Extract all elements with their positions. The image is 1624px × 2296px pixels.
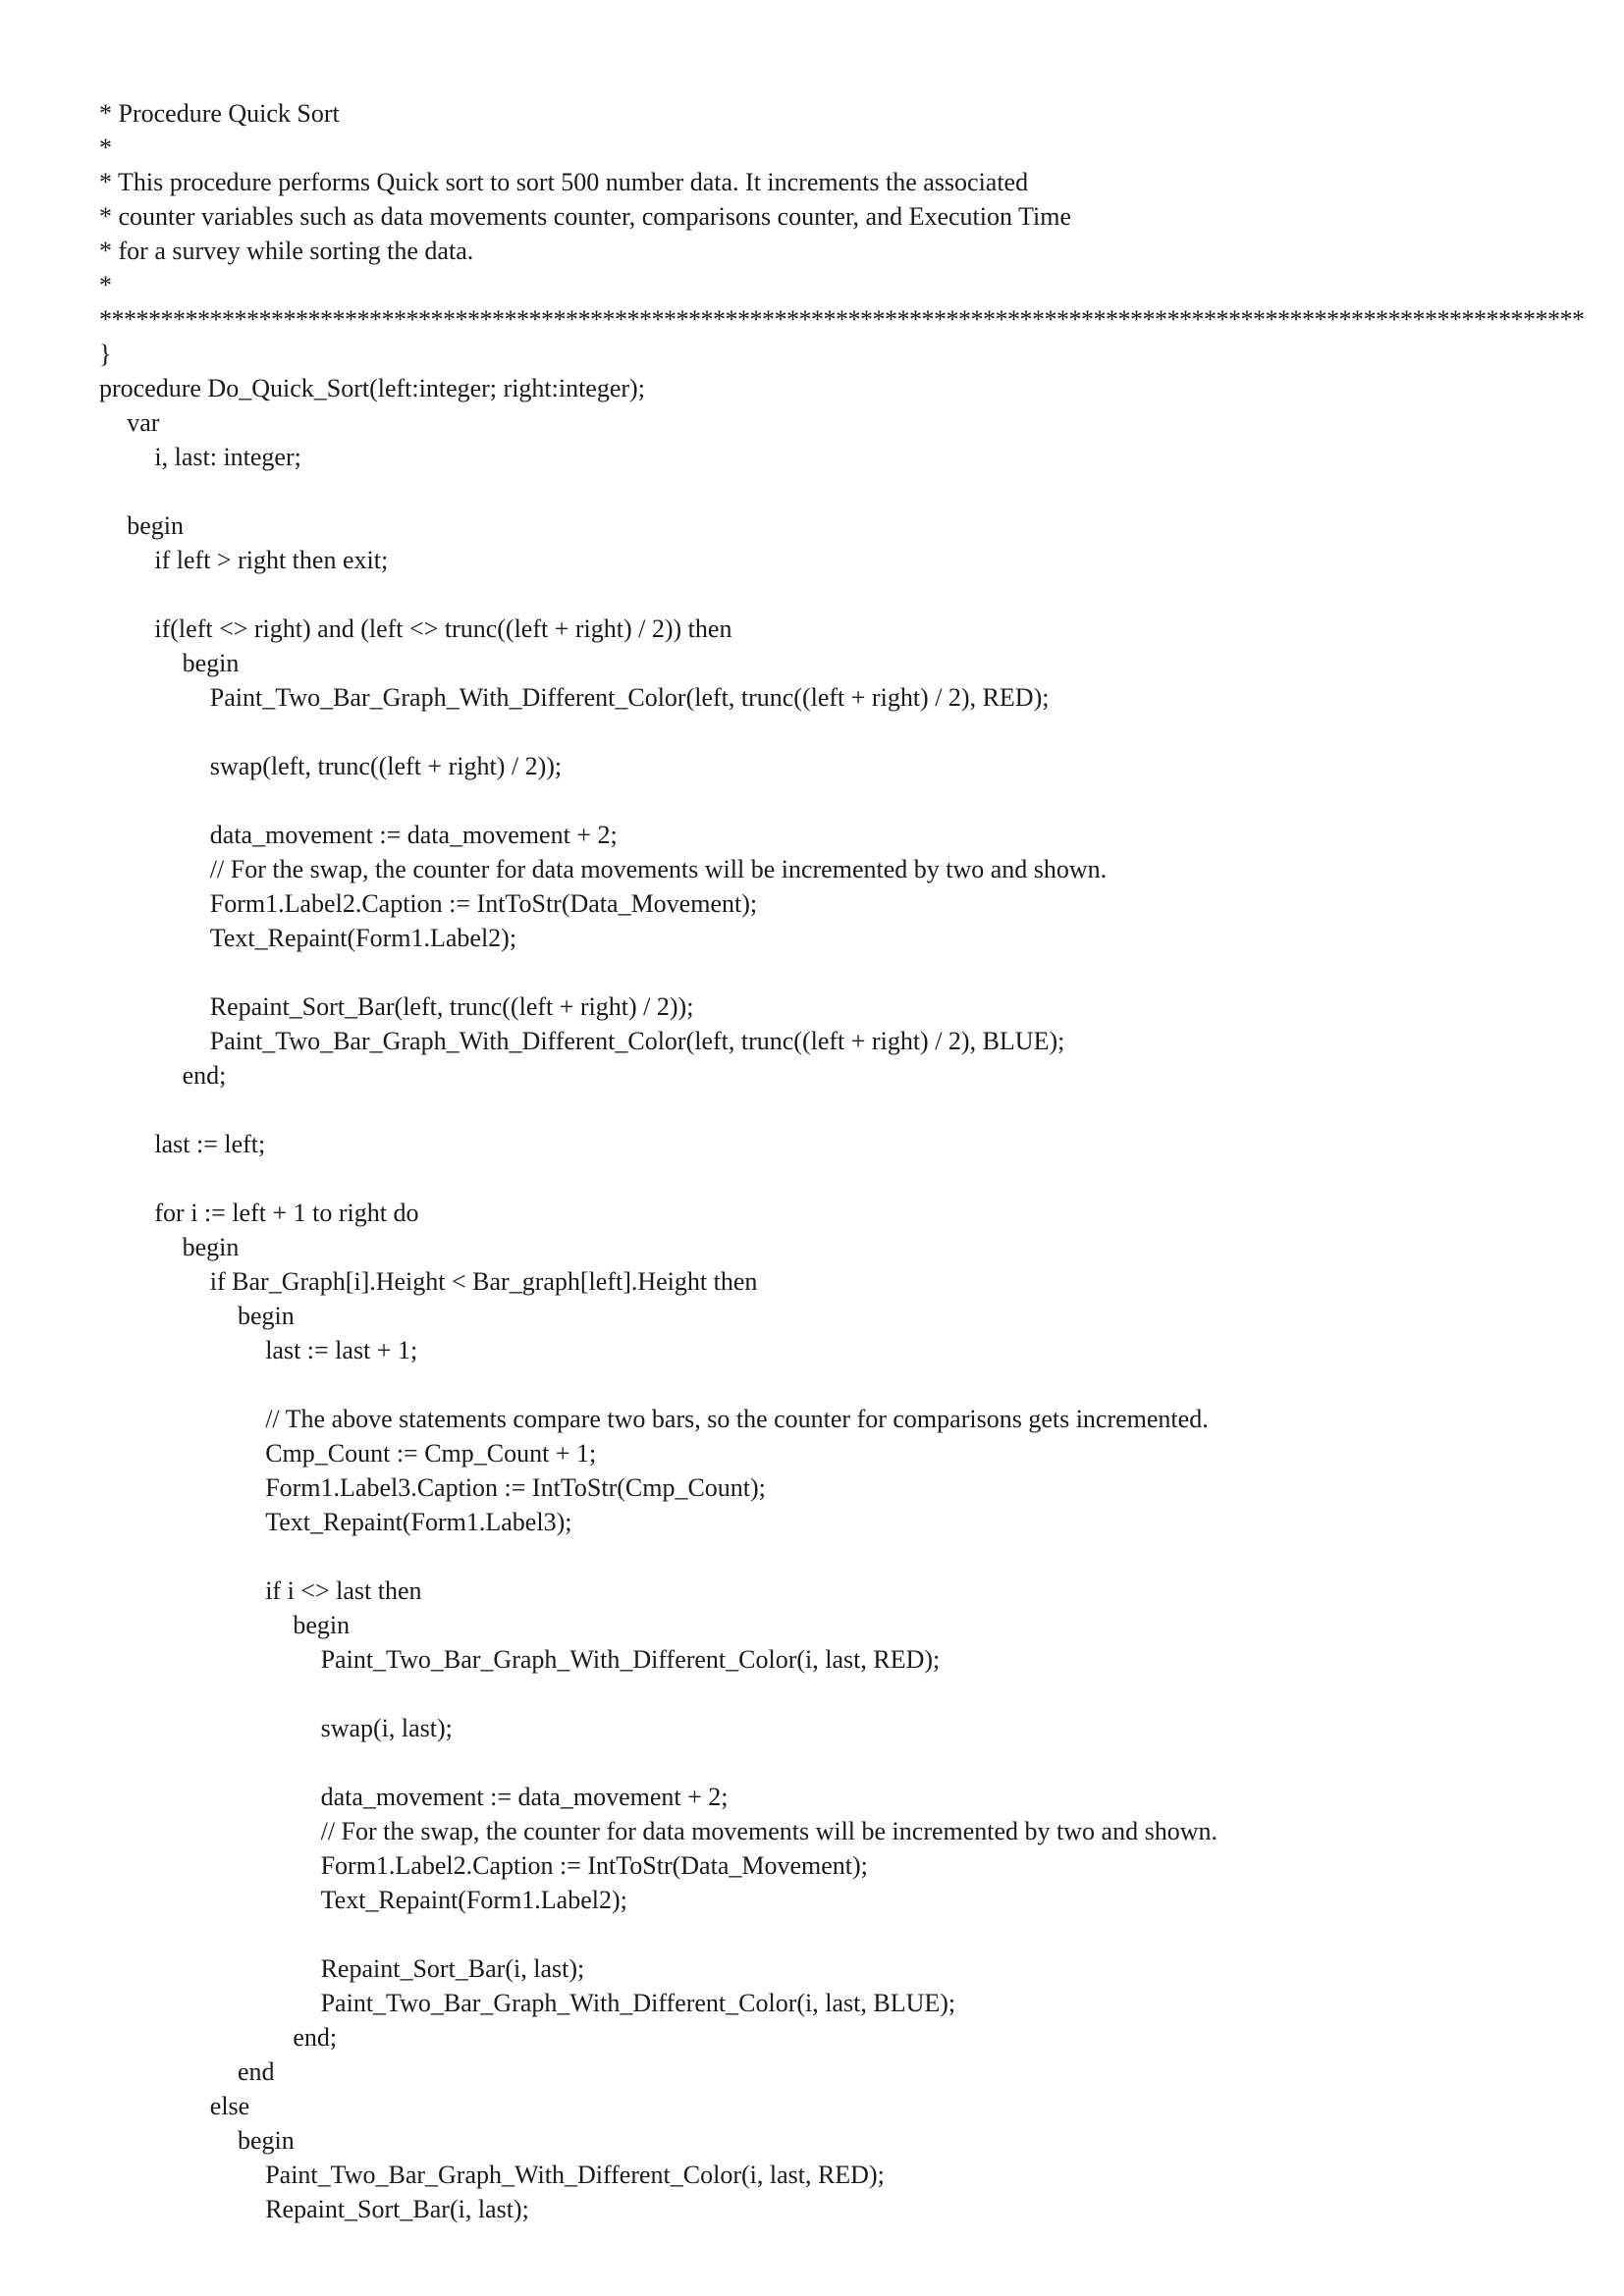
code-line: if left > right then exit; — [154, 546, 389, 574]
blank-line — [99, 955, 1572, 989]
code-line: Form1.Label3.Caption := IntToStr(Cmp_Count); — [265, 1473, 766, 1502]
code-line: Cmp_Count := Cmp_Count + 1; — [265, 1439, 597, 1468]
code-line: if(left <> right) and (left <> trunc((left + right) / 2)) then — [154, 614, 732, 643]
code-line: Paint_Two_Bar_Graph_With_Different_Color(i, last, BLUE); — [320, 1989, 956, 2017]
code-line: * counter variables such as data movements counter, comparisons counter, and Execution Time — [99, 202, 1071, 231]
code-line: end; — [182, 1061, 227, 1090]
code-line: if i <> last then — [265, 1576, 422, 1605]
blank-line — [99, 1093, 1572, 1127]
code-line: Repaint_Sort_Bar(left, trunc((left + right) / 2)); — [209, 992, 694, 1021]
blank-line — [99, 1677, 1572, 1711]
blank-line — [99, 783, 1572, 818]
code-line: // For the swap, the counter for data movements will be incremented by two and shown. — [209, 855, 1108, 883]
blank-line — [99, 1917, 1572, 1951]
code-line: begin — [127, 511, 184, 540]
code-line: * Procedure Quick Sort — [99, 99, 340, 128]
code-line: swap(i, last); — [320, 1714, 453, 1742]
code-line: begin — [238, 1302, 295, 1330]
code-line: Paint_Two_Bar_Graph_With_Different_Color(i, last, RED); — [265, 2161, 885, 2189]
code-line: Text_Repaint(Form1.Label2); — [209, 924, 517, 952]
code-line: Form1.Label2.Caption := IntToStr(Data_Movement); — [320, 1851, 868, 1880]
code-line: } — [99, 340, 112, 368]
blank-line — [99, 1367, 1572, 1402]
blank-line — [99, 577, 1572, 612]
code-line: // For the swap, the counter for data movements will be incremented by two and shown. — [320, 1817, 1218, 1845]
code-line: swap(left, trunc((left + right) / 2)); — [209, 752, 563, 780]
blank-line — [99, 1745, 1572, 1780]
code-line: Paint_Two_Bar_Graph_With_Different_Color(i, last, RED); — [320, 1645, 941, 1674]
code-line: Form1.Label2.Caption := IntToStr(Data_Movement); — [209, 889, 758, 918]
code-line: var — [127, 408, 160, 437]
code-line: Repaint_Sort_Bar(i, last); — [265, 2195, 529, 2223]
code-line: else — [209, 2092, 250, 2120]
code-line: i, last: integer; — [154, 443, 301, 471]
code-line: * — [99, 133, 112, 162]
code-line: Paint_Two_Bar_Graph_With_Different_Color(left, trunc((left + right) / 2), BLUE); — [209, 1027, 1065, 1055]
code-line: Text_Repaint(Form1.Label2); — [320, 1886, 627, 1914]
blank-line — [99, 1539, 1572, 1574]
code-line: // The above statements compare two bars, so the counter for comparisons gets incremented. — [265, 1405, 1209, 1433]
code-line: begin — [238, 2126, 295, 2155]
code-listing — [99, 96, 1585, 2226]
code-line: procedure Do_Quick_Sort(left:integer; right:integer); — [99, 374, 645, 402]
blank-line — [99, 1161, 1572, 1196]
code-line: for i := left + 1 to right do — [154, 1199, 419, 1227]
code-line: ************************************************************************************************************************* — [99, 305, 1585, 334]
code-line: begin — [182, 1233, 240, 1261]
code-line: Repaint_Sort_Bar(i, last); — [320, 1954, 585, 1983]
code-line: data_movement := data_movement + 2; — [209, 821, 618, 849]
code-line: * This procedure performs Quick sort to sort 500 number data. It increments the associated — [99, 168, 1029, 196]
code-line: * — [99, 271, 112, 299]
code-line: begin — [182, 649, 240, 677]
code-line: if Bar_Graph[i].Height < Bar_graph[left].Height then — [209, 1267, 758, 1296]
code-line: begin — [293, 1611, 351, 1639]
blank-line — [99, 474, 1572, 508]
code-line: Text_Repaint(Form1.Label3); — [265, 1508, 572, 1536]
code-line: end; — [293, 2023, 338, 2052]
code-line: data_movement := data_movement + 2; — [320, 1783, 729, 1811]
code-line: last := left; — [154, 1130, 266, 1158]
code-line: Paint_Two_Bar_Graph_With_Different_Color(left, trunc((left + right) / 2), RED); — [209, 683, 1050, 712]
code-line: last := last + 1; — [265, 1336, 418, 1364]
code-line: * for a survey while sorting the data. — [99, 237, 474, 265]
code-line: end — [238, 2057, 275, 2086]
blank-line — [99, 715, 1572, 749]
